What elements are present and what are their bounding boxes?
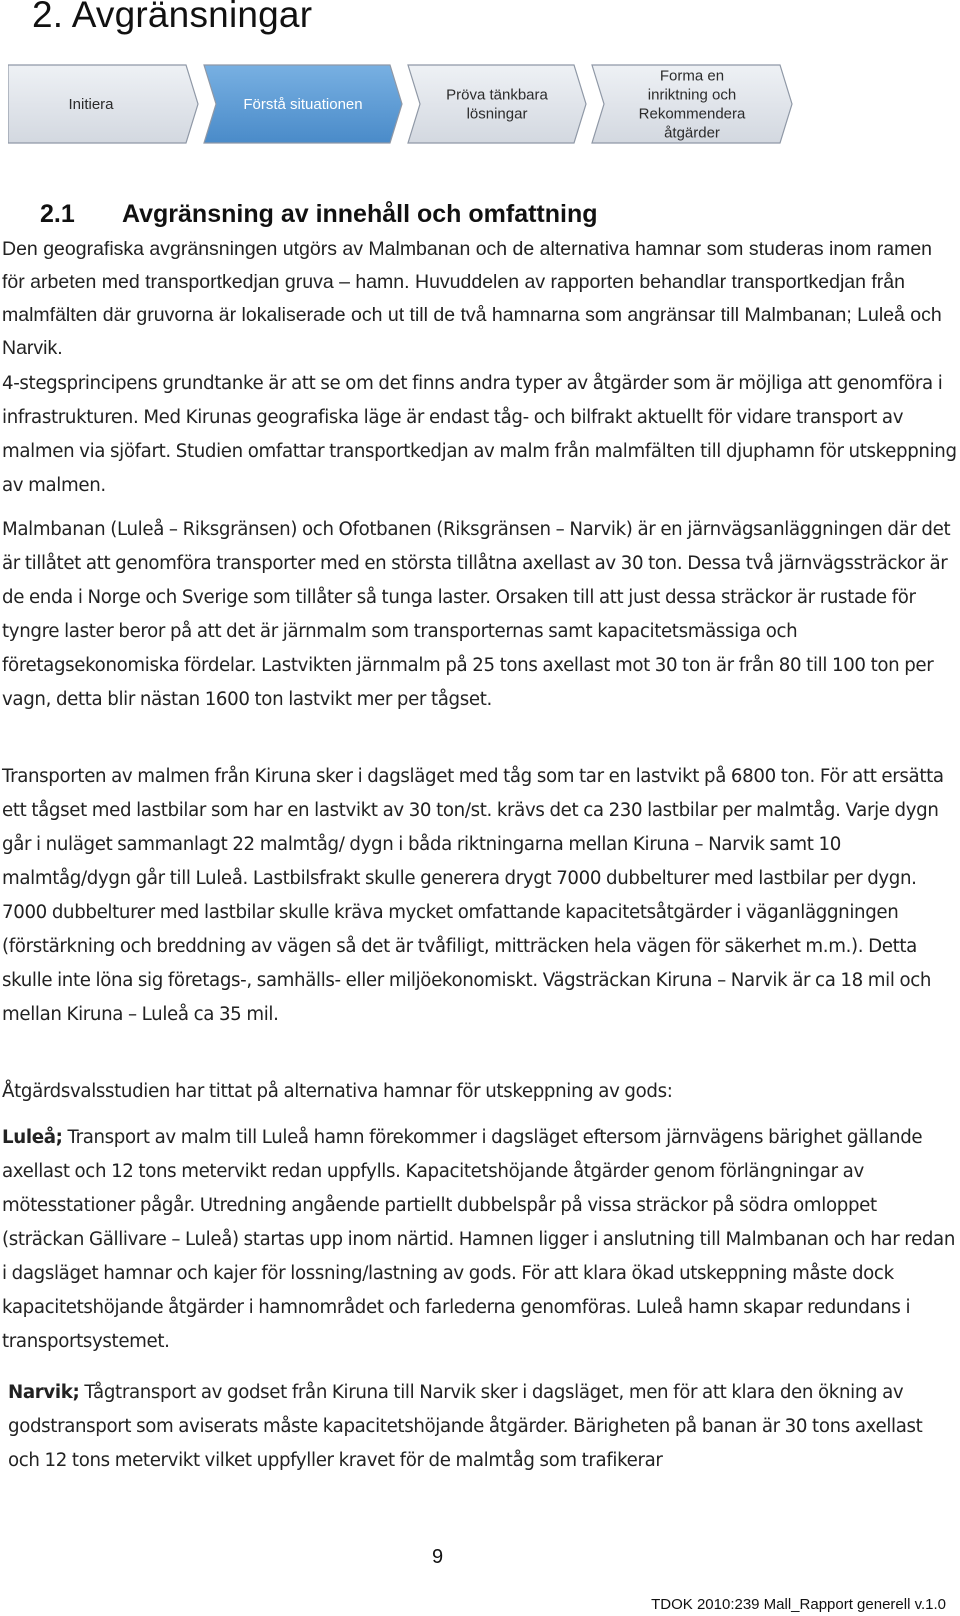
process-step-4-label: Rekommendera — [638, 105, 746, 123]
section-heading — [40, 200, 598, 229]
process-step-4-label: Forma en — [659, 67, 725, 85]
process-step-3-label: lösningar — [466, 105, 528, 123]
process-step-4-label: åtgärder — [664, 124, 720, 142]
process-steps — [8, 62, 798, 148]
page-title: 2. Avgränsningar — [32, 0, 313, 35]
page-number: 9 — [432, 1546, 444, 1568]
paragraph-transport: Transporten av malmen från Kiruna sker i dagsläget med tåg som tar en lastvikt på 6800 ton. För att ersätta ett tågset med lastbilar som har en lastvikt av 30 ton/st. krävs det ca 230 lastbilar per malmtåg. Varje dygn går i nuläget sammanlagt 22 malmtåg/ dygn i båda riktningarna mellan Kiruna – Narvik samt 10 malmtåg/dygn går till Luleå. Lastbilsfrakt skulle generera drygt 7000 dubbelturer med lastbilar per dygn. 7000 dubbelturer med lastbilar skulle kräva mycket omfattande kapacitetsåtgärder i väganläggningen (förstärkning och breddning av vägen så det är tvåfiligt, mitträcken hela vägen för säkerhet m.m.). Detta skulle inte löna sig företags-, samhälls- eller miljöekonomiskt. Vägsträckan Kiruna – Narvik är ca 18 mil och mellan Kiruna – Luleå ca 35 mil. — [2, 766, 944, 1025]
section-title: Avgränsning av innehåll och omfattning — [122, 200, 598, 228]
paragraph-alternative-ports: Åtgärdsvalsstudien har tittat på alternativa hamnar för utskeppning av gods: — [2, 1081, 673, 1102]
lulea-text: Transport av malm till Luleå hamn förekommer i dagsläget eftersom järnvägens bärighet gällande axellast och 12 tons metervikt redan uppfylls. Kapacitetshöjande åtgärder genom förlängningar av mötesstationer pågår. Utredning angående partiellt dubbelspår på vissa sträckor på södra omloppet (sträckan Gällivare – Luleå) startas upp inom närtid. Hamnen ligger i anslutning till Malmbanan och har redan i dagsläget hamnar och kajer för lossning/lastning av gods. För att klara ökad utskeppning måste dock kapacitetshöjande åtgärder i hamnområdet och farlederna genomföras. Luleå hamn skapar redundans i transportsystemet. — [2, 1127, 956, 1352]
paragraph-narvik — [8, 1376, 957, 1478]
process-step-2-label: Förstå situationen — [243, 96, 363, 113]
process-step-4-label: inriktning och — [647, 86, 737, 104]
section-number: 2.1 — [40, 200, 75, 228]
process-step-3 — [408, 65, 586, 143]
paragraph-four-step-principle: 4-stegsprincipens grundtanke är att se om det finns andra typer av åtgärder som är möjliga att genomföra i infrastrukturen. Med Kirunas geografiska läge är endast tåg- och bilfrakt aktuellt för vidare transport av malmen via sjöfart. Studien omfattar transportkedjan av malm från malmfälten till djuphamn för utskeppning av malmen. — [2, 373, 957, 496]
lulea-lead: Luleå; — [2, 1127, 63, 1148]
paragraph-lulea — [2, 1121, 957, 1359]
narvik-text: Tågtransport av godset från Kiruna till Narvik sker i dagsläget, men för att klara den ökning av godstransport som aviserats måste kapacitetshöjande åtgärder. Bärigheten på banan är 30 tons axellast och 12 tons metervikt vilket uppfyller kravet för de malmtåg som trafikerar — [8, 1382, 923, 1471]
process-step-3-label: Pröva tänkbara — [446, 86, 548, 104]
section-intro: Den geografiska avgränsningen utgörs av Malmbanan och de alternativa hamnar som studeras inom ramen för arbeten med transportkedjan gruva – hamn. Huvuddelen av rapporten behandlar transportkedjan från malmfälten där gruvorna är lokaliserade och ut till de två hamnarna som angränsar till Malmbanan; Luleå och Narvik. — [2, 238, 942, 359]
narvik-lead: Narvik; — [8, 1382, 80, 1403]
paragraph-malmbanan: Malmbanan (Luleå – Riksgränsen) och Ofotbanen (Riksgränsen – Narvik) är en järnvägsanläggningen där det är tillåtet att genomföra transporter med en största tillåtna axellast av 30 ton. Dessa två järnvägssträckor är de enda i Norge och Sverige som tillåter så tunga laster. Orsaken till att just dessa sträckor är rustade för tyngre laster beror på att det är järnmalm som transporternas samt kapacitetsmässiga och företagsekonomiska fördelar. Lastvikten järnmalm på 25 tons axellast mot 30 ton är från 80 till 100 ton per vagn, detta blir nästan 1600 ton lastvikt mer per tågset. — [2, 519, 951, 710]
footer-document-ref: TDOK 2010:239 Mall_Rapport generell v.1.0 — [651, 1596, 946, 1613]
process-step-1-label: Initiera — [68, 96, 114, 113]
